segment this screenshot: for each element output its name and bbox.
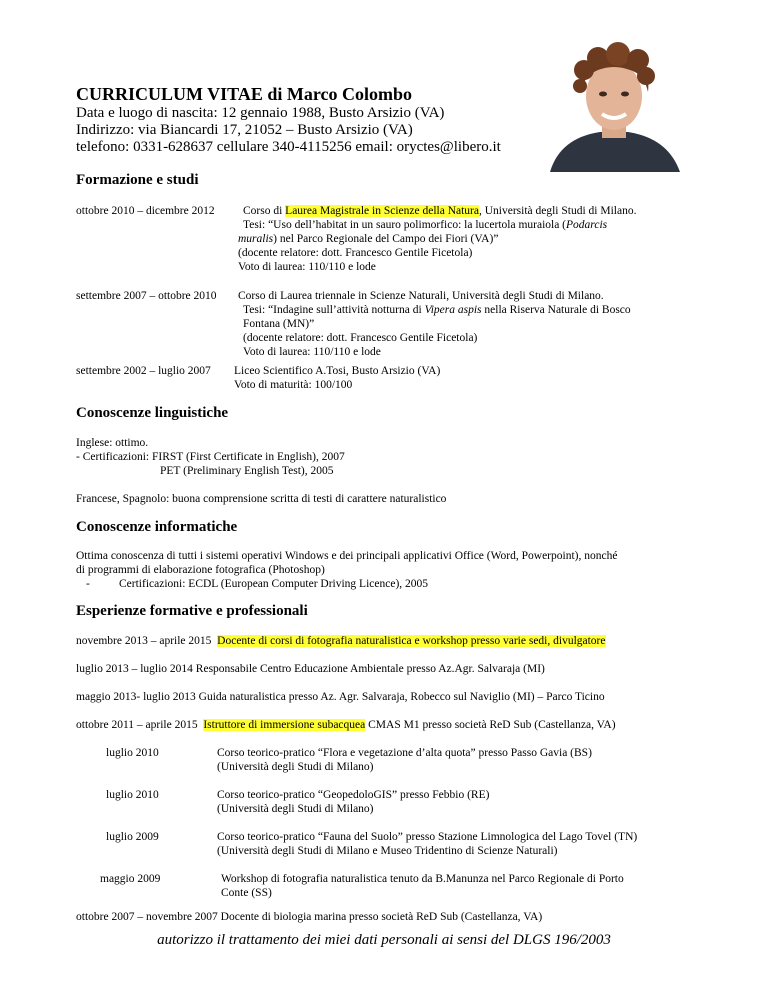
bullet-dash: - bbox=[86, 578, 90, 590]
course-date: luglio 2010 bbox=[106, 789, 159, 801]
course-title: Workshop di fotografia naturalistica tenuto da B.Manunza nel Parco Regionale di Porto bbox=[221, 873, 624, 885]
it-skill-text: Ottima conoscenza di tutti i sistemi operativi Windows e dei principali applicativi Office (Word, Powerpoint), nonché bbox=[76, 550, 618, 562]
course-date: luglio 2010 bbox=[106, 747, 159, 759]
experience-row: ottobre 2007 – novembre 2007 Docente di biologia marina presso società ReD Sub (Castellanza, VA) bbox=[76, 911, 543, 923]
section-lingue-heading: Conoscenze linguistiche bbox=[76, 405, 229, 421]
language-cert: PET (Preliminary English Test), 2005 bbox=[160, 465, 334, 477]
course-title: Corso teorico-pratico “Fauna del Suolo” presso Stazione Limnologica del Lago Tovel (TN) bbox=[217, 831, 638, 843]
privacy-consent: autorizzo il trattamento dei miei dati personali ai sensi del DLGS 196/2003 bbox=[157, 932, 611, 948]
experience-row: ottobre 2011 – aprile 2015 Istruttore di immersione subacquea CMAS M1 presso società ReD Sub (Castellanza, VA) bbox=[76, 719, 616, 731]
it-cert: Certificazioni: ECDL (European Computer Driving Licence), 2005 bbox=[119, 578, 429, 590]
language-cert: - Certificazioni: FIRST (First Certificate in English), 2007 bbox=[76, 451, 345, 463]
highlight: Istruttore di immersione subacquea bbox=[203, 719, 366, 731]
course-title: Corso teorico-pratico “GeopedoloGIS” presso Febbio (RE) bbox=[217, 789, 490, 801]
entry-title: Corso di Laurea triennale in Scienze Naturali, Università degli Studi di Milano. bbox=[238, 290, 604, 302]
section-informatica-heading: Conoscenze informatiche bbox=[76, 519, 238, 535]
language-item: Inglese: ottimo. bbox=[76, 437, 149, 449]
course-title: Corso teorico-pratico “Flora e vegetazione d’alta quota” presso Passo Gavia (BS) bbox=[217, 747, 592, 759]
entry-thesis: Tesi: “Indagine sull’attività notturna di Vipera aspis nella Riserva Naturale di Bosco bbox=[243, 304, 631, 316]
section-esperienze-heading: Esperienze formative e professionali bbox=[76, 603, 308, 619]
course-institution: (Università degli Studi di Milano) bbox=[217, 803, 374, 815]
entry-thesis-cont: muralis) nel Parco Regionale del Campo dei Fiori (VA)” bbox=[238, 233, 499, 245]
highlight: Docente di corsi di fotografia naturalistica e workshop presso varie sedi, divulgatore bbox=[217, 635, 606, 647]
experience-row: luglio 2013 – luglio 2014 Responsabile Centro Educazione Ambientale presso Az.Agr. Salvaraja (MI) bbox=[76, 663, 545, 675]
highlight: Laurea Magistrale in Scienze della Natura bbox=[285, 205, 479, 217]
course-date: luglio 2009 bbox=[106, 831, 159, 843]
experience-row: novembre 2013 – aprile 2015 Docente di corsi di fotografia naturalistica e workshop presso varie sedi, divulgatore bbox=[76, 635, 606, 647]
address-info: Indirizzo: via Biancardi 17, 21052 – Busto Arsizio (VA) bbox=[76, 122, 413, 138]
course-institution: (Università degli Studi di Milano e Museo Tridentino di Scienze Naturali) bbox=[217, 845, 558, 857]
entry-thesis: Tesi: “Uso dell’habitat in un sauro polimorfico: la lucertola muraiola (Podarcis bbox=[243, 219, 608, 231]
entry-thesis-cont: Fontana (MN)” bbox=[243, 318, 315, 330]
entry-title: Corso di Laurea Magistrale in Scienze della Natura, Università degli Studi di Milano. bbox=[243, 205, 637, 217]
entry-grade: Voto di laurea: 110/110 e lode bbox=[243, 346, 381, 358]
entry-title: Liceo Scientifico A.Tosi, Busto Arsizio (VA) bbox=[234, 365, 441, 377]
section-formazione-heading: Formazione e studi bbox=[76, 172, 199, 188]
cv-title: CURRICULUM VITAE di Marco Colombo bbox=[76, 84, 413, 104]
entry-date: settembre 2007 – ottobre 2010 bbox=[76, 290, 217, 302]
entry-supervisor: (docente relatore: dott. Francesco Gentile Ficetola) bbox=[238, 247, 473, 259]
entry-grade: Voto di maturità: 100/100 bbox=[234, 379, 353, 391]
entry-grade: Voto di laurea: 110/110 e lode bbox=[238, 261, 376, 273]
it-skill-text: di programmi di elaborazione fotografica (Photoshop) bbox=[76, 564, 325, 576]
contact-info: telefono: 0331-628637 cellulare 340-4115256 email: oryctes@libero.it bbox=[76, 139, 501, 155]
course-institution: Conte (SS) bbox=[221, 887, 272, 899]
profile-photo bbox=[540, 40, 688, 172]
course-date: maggio 2009 bbox=[100, 873, 161, 885]
entry-date: ottobre 2010 – dicembre 2012 bbox=[76, 205, 215, 217]
experience-row: maggio 2013- luglio 2013 Guida naturalistica presso Az. Agr. Salvaraja, Robecco sul Naviglio (MI) – Parco Ticino bbox=[76, 691, 605, 703]
birth-info: Data e luogo di nascita: 12 gennaio 1988, Busto Arsizio (VA) bbox=[76, 105, 445, 121]
entry-supervisor: (docente relatore: dott. Francesco Gentile Ficetola) bbox=[243, 332, 478, 344]
language-item: Francese, Spagnolo: buona comprensione scritta di testi di carattere naturalistico bbox=[76, 493, 447, 505]
entry-date: settembre 2002 – luglio 2007 bbox=[76, 365, 211, 377]
course-institution: (Università degli Studi di Milano) bbox=[217, 761, 374, 773]
